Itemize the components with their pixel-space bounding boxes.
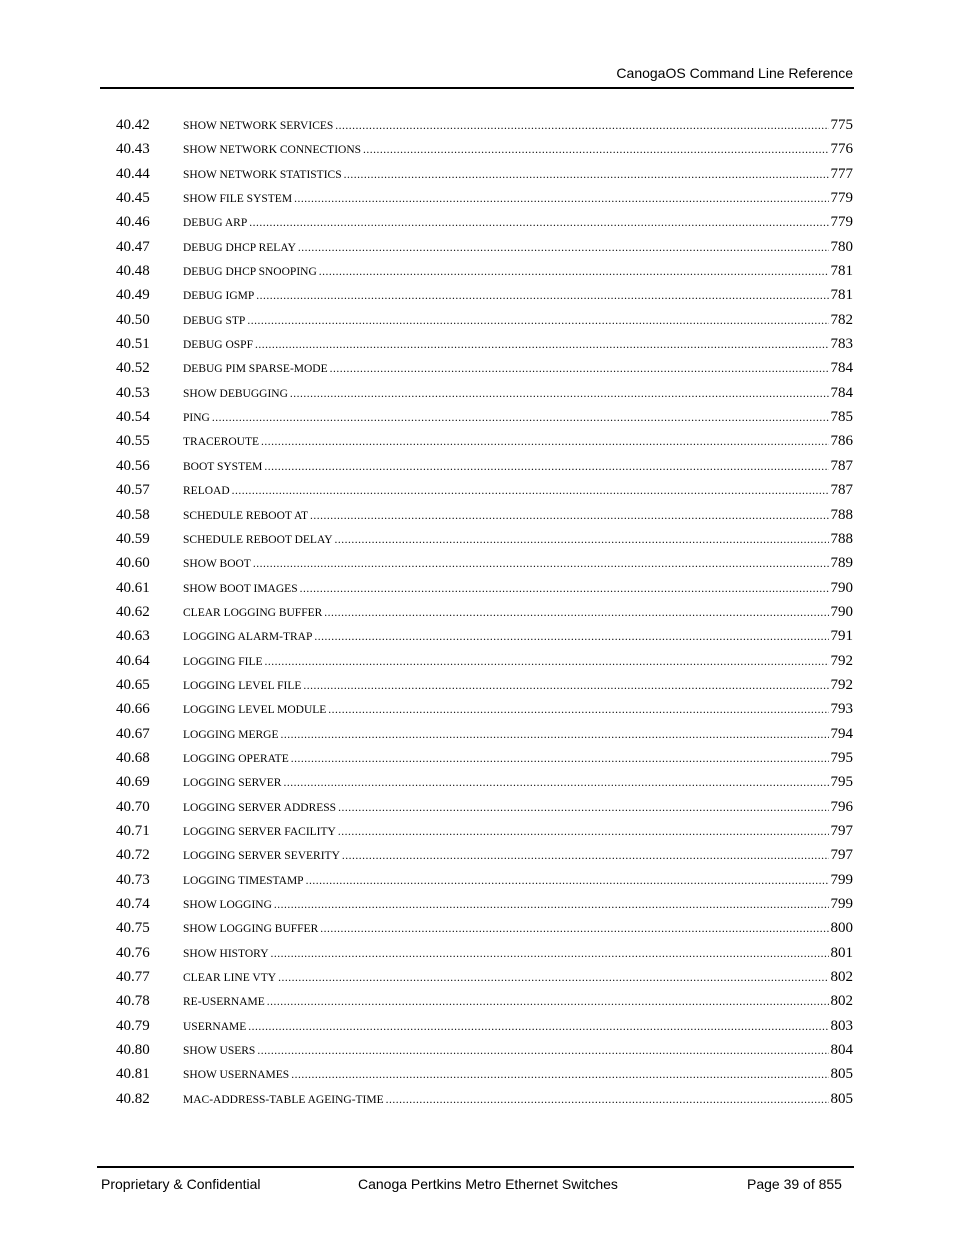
toc-entry-number: 40.63 [116, 628, 150, 645]
toc-entry-number: 40.80 [116, 1042, 150, 1059]
toc-entry-title: BOOT SYSTEM [183, 460, 263, 473]
toc-entry[interactable] [116, 1042, 853, 1066]
toc-entry-number: 40.70 [116, 798, 150, 815]
dot-leader [291, 753, 829, 765]
toc-entry-title: LOGGING MERGE [183, 728, 279, 741]
dot-leader [300, 583, 829, 595]
toc-entry[interactable] [116, 409, 853, 433]
toc-entry-title: LOGGING SERVER [183, 777, 282, 790]
dot-leader [330, 363, 829, 375]
toc-entry-number: 40.77 [116, 969, 150, 986]
toc-entry-title: MAC-ADDRESS-TABLE AGEING-TIME [183, 1093, 384, 1106]
toc-entry-number: 40.76 [116, 944, 150, 961]
toc-entry-title: SHOW NETWORK SERVICES [183, 120, 334, 132]
toc-entry-title: SHOW DEBUGGING [183, 387, 288, 400]
dot-leader [294, 193, 828, 205]
toc-entry-page: 781 [830, 287, 853, 304]
toc-entry[interactable] [116, 945, 853, 969]
toc-entry[interactable] [116, 360, 853, 384]
toc-entry[interactable] [116, 872, 853, 896]
toc-entry-number: 40.49 [116, 287, 150, 304]
toc-entry-page: 777 [830, 165, 853, 182]
footer-confidentiality: Proprietary & Confidential [101, 1176, 261, 1192]
toc-entry-page: 800 [830, 920, 853, 937]
dot-leader [298, 242, 829, 254]
header-divider [100, 87, 854, 89]
toc-entry-number: 40.51 [116, 336, 150, 353]
toc-entry-number: 40.82 [116, 1090, 150, 1107]
dot-leader [256, 290, 828, 302]
dot-leader [267, 996, 829, 1008]
dot-leader [291, 1069, 828, 1081]
toc-entry-page: 787 [830, 482, 853, 499]
dot-leader [247, 315, 828, 327]
toc-entry-title: DEBUG ARP [183, 217, 248, 230]
toc-entry[interactable] [116, 433, 853, 457]
toc-entry[interactable] [116, 823, 853, 847]
toc-entry-page: 799 [830, 896, 853, 912]
toc-entry[interactable] [116, 726, 853, 750]
dot-leader [290, 388, 829, 400]
toc-entry[interactable] [116, 1066, 853, 1090]
toc-entry-title: DEBUG DHCP SNOOPING [183, 266, 317, 279]
toc-entry-title: SHOW LOGGING BUFFER [183, 923, 319, 936]
toc-entry-page: 789 [830, 555, 853, 572]
dot-leader [310, 510, 828, 522]
toc-entry-number: 40.64 [116, 652, 150, 669]
toc-entry-number: 40.48 [116, 263, 150, 280]
toc-entry[interactable] [116, 993, 853, 1017]
toc-entry[interactable] [116, 287, 853, 311]
toc-entry-title: DEBUG IGMP [183, 290, 255, 303]
dot-leader [328, 704, 828, 716]
toc-entry[interactable] [116, 555, 853, 579]
toc-entry-page: 790 [830, 603, 853, 620]
toc-entry-page: 791 [830, 628, 853, 645]
toc-entry[interactable] [116, 701, 853, 725]
toc-entry-page: 797 [830, 847, 853, 864]
toc-entry-page: 805 [830, 1066, 853, 1083]
toc-entry[interactable] [116, 141, 853, 165]
toc-entry[interactable] [116, 117, 853, 141]
toc-entry-number: 40.55 [116, 433, 150, 450]
table-of-contents [116, 117, 853, 1115]
toc-entry-page: 805 [830, 1090, 853, 1107]
toc-entry[interactable] [116, 458, 853, 482]
toc-entry-number: 40.74 [116, 896, 150, 912]
toc-entry-page: 781 [830, 263, 853, 280]
toc-entry-number: 40.56 [116, 457, 150, 474]
toc-entry-title: RE-USERNAME [183, 996, 265, 1009]
toc-entry-title: USERNAME [183, 1020, 247, 1033]
dot-leader [255, 339, 829, 351]
toc-entry-page: 788 [830, 506, 853, 523]
toc-entry-number: 40.43 [116, 141, 150, 158]
dot-leader [314, 631, 828, 643]
toc-entry-number: 40.61 [116, 579, 150, 596]
dot-leader [261, 436, 828, 448]
toc-entry-number: 40.79 [116, 1017, 150, 1034]
dot-leader [338, 802, 828, 814]
toc-entry-page: 776 [830, 141, 853, 158]
dot-leader [271, 948, 829, 960]
toc-entry-title: PING [183, 412, 210, 425]
toc-entry-page: 795 [830, 774, 853, 791]
dot-leader [249, 217, 828, 229]
toc-entry-title: RELOAD [183, 485, 230, 498]
dot-leader [283, 777, 828, 789]
toc-entry-number: 40.59 [116, 530, 150, 547]
toc-entry-page: 797 [830, 822, 853, 839]
toc-entry-title: LOGGING LEVEL MODULE [183, 704, 327, 717]
toc-entry-title: DEBUG OSPF [183, 339, 253, 352]
toc-entry[interactable] [116, 1091, 853, 1115]
dot-leader [335, 534, 829, 546]
dot-leader [344, 169, 829, 181]
toc-entry[interactable] [116, 580, 853, 604]
toc-entry-page: 794 [830, 725, 853, 742]
toc-entry-number: 40.75 [116, 920, 150, 937]
toc-entry-page: 802 [830, 969, 853, 986]
toc-entry-number: 40.67 [116, 725, 150, 742]
toc-entry-number: 40.44 [116, 165, 150, 182]
toc-entry-title: LOGGING OPERATE [183, 752, 289, 765]
toc-entry[interactable] [116, 385, 853, 409]
dot-leader [253, 558, 829, 570]
toc-entry-title: DEBUG STP [183, 314, 246, 327]
toc-entry-title: SCHEDULE REBOOT DELAY [183, 533, 333, 546]
toc-entry-page: 796 [830, 798, 853, 815]
toc-entry[interactable] [116, 628, 853, 652]
toc-entry-page: 792 [830, 676, 853, 693]
dot-leader [281, 729, 829, 741]
toc-entry[interactable] [116, 336, 853, 360]
dot-leader [363, 144, 828, 156]
dot-leader [212, 412, 829, 424]
toc-entry-title: LOGGING FILE [183, 655, 263, 668]
toc-entry-title: CLEAR LINE VTY [183, 972, 277, 985]
toc-entry-number: 40.73 [116, 871, 150, 888]
dot-leader [386, 1094, 829, 1106]
toc-entry[interactable] [116, 190, 853, 214]
toc-entry-title: SHOW BOOT IMAGES [183, 582, 298, 595]
toc-entry-page: 795 [830, 749, 853, 766]
toc-entry-title: SHOW NETWORK STATISTICS [183, 168, 342, 181]
toc-entry-title: CLEAR LOGGING BUFFER [183, 606, 323, 619]
toc-entry[interactable] [116, 214, 853, 238]
toc-entry-page: 782 [830, 311, 853, 328]
dot-leader [335, 120, 828, 132]
dot-leader [265, 656, 829, 668]
toc-entry-number: 40.50 [116, 311, 150, 328]
toc-entry-number: 40.54 [116, 409, 150, 426]
toc-entry-number: 40.71 [116, 822, 150, 839]
toc-entry-number: 40.52 [116, 360, 150, 377]
toc-entry-number: 40.69 [116, 774, 150, 791]
toc-entry[interactable] [116, 920, 853, 944]
toc-entry-page: 793 [830, 701, 853, 718]
toc-entry-number: 40.78 [116, 993, 150, 1010]
dot-leader [324, 607, 828, 619]
toc-entry-page: 786 [830, 433, 853, 450]
footer-product: Canoga Pertkins Metro Ethernet Switches [358, 1176, 618, 1192]
toc-entry[interactable] [116, 847, 853, 871]
toc-entry[interactable] [116, 677, 853, 701]
dot-leader [264, 461, 828, 473]
toc-entry-title: SHOW NETWORK CONNECTIONS [183, 144, 362, 157]
toc-entry-page: 787 [830, 457, 853, 474]
toc-entry-page: 802 [830, 993, 853, 1010]
toc-entry[interactable] [116, 239, 853, 263]
dot-leader [320, 923, 828, 935]
toc-entry-title: SHOW USERNAMES [183, 1069, 290, 1082]
dot-leader [232, 485, 829, 497]
footer-page-number: Page 39 of 855 [747, 1176, 842, 1192]
dot-leader [306, 875, 829, 887]
toc-entry[interactable] [116, 507, 853, 531]
toc-entry-title: LOGGING LEVEL FILE [183, 679, 302, 692]
toc-entry-title: SHOW FILE SYSTEM [183, 193, 293, 206]
toc-entry-title: TRACEROUTE [183, 436, 260, 449]
toc-entry-title: DEBUG DHCP RELAY [183, 241, 296, 254]
toc-entry-number: 40.58 [116, 506, 150, 523]
toc-entry[interactable] [116, 799, 853, 823]
toc-entry-number: 40.57 [116, 482, 150, 499]
toc-entry-page: 804 [830, 1042, 853, 1059]
dot-leader [319, 266, 829, 278]
toc-entry[interactable] [116, 604, 853, 628]
toc-entry-number: 40.53 [116, 384, 150, 401]
toc-entry-page: 784 [830, 384, 853, 401]
dot-leader [274, 899, 829, 911]
toc-entry-number: 40.60 [116, 555, 150, 572]
toc-entry-number: 40.68 [116, 749, 150, 766]
toc-entry-number: 40.45 [116, 190, 150, 207]
toc-entry-title: LOGGING ALARM-TRAP [183, 631, 313, 644]
page-header-title: CanogaOS Command Line Reference [616, 65, 853, 81]
toc-entry-number: 40.42 [116, 117, 150, 133]
toc-entry-title: SHOW LOGGING [183, 899, 272, 911]
toc-entry-page: 803 [830, 1017, 853, 1034]
toc-entry-page: 780 [830, 238, 853, 255]
toc-entry-page: 790 [830, 579, 853, 596]
dot-leader [248, 1021, 828, 1033]
toc-entry-title: LOGGING SERVER ADDRESS [183, 801, 337, 814]
toc-entry[interactable] [116, 482, 853, 506]
toc-entry-title: LOGGING TIMESTAMP [183, 874, 304, 887]
toc-entry-page: 788 [830, 530, 853, 547]
toc-entry-title: SHOW USERS [183, 1045, 256, 1058]
toc-entry-number: 40.46 [116, 214, 150, 231]
toc-entry[interactable] [116, 531, 853, 555]
toc-entry[interactable] [116, 312, 853, 336]
toc-entry-number: 40.81 [116, 1066, 150, 1083]
toc-entry[interactable] [116, 774, 853, 798]
toc-entry-page: 799 [830, 871, 853, 888]
toc-entry-title: SHOW HISTORY [183, 947, 269, 960]
toc-entry[interactable] [116, 263, 853, 287]
toc-entry-title: LOGGING SERVER SEVERITY [183, 850, 340, 863]
toc-entry-number: 40.65 [116, 676, 150, 693]
toc-entry[interactable] [116, 969, 853, 993]
toc-entry[interactable] [116, 896, 853, 920]
dot-leader [342, 850, 829, 862]
toc-entry-page: 792 [830, 652, 853, 669]
dot-leader [303, 680, 828, 692]
toc-entry[interactable] [116, 1018, 853, 1042]
toc-entry[interactable] [116, 166, 853, 190]
dot-leader [257, 1045, 828, 1057]
toc-entry-number: 40.72 [116, 847, 150, 864]
toc-entry-page: 801 [830, 944, 853, 961]
toc-entry-page: 779 [830, 214, 853, 231]
toc-entry-number: 40.66 [116, 701, 150, 718]
dot-leader [338, 826, 829, 838]
toc-entry-title: SCHEDULE REBOOT AT [183, 509, 309, 522]
toc-entry-page: 785 [830, 409, 853, 426]
toc-entry-page: 784 [830, 360, 853, 377]
toc-entry-page: 775 [830, 117, 853, 133]
toc-entry[interactable] [116, 653, 853, 677]
toc-entry-title: SHOW BOOT [183, 558, 251, 571]
toc-entry-page: 783 [830, 336, 853, 353]
toc-entry-number: 40.62 [116, 603, 150, 620]
toc-entry-title: DEBUG PIM SPARSE-MODE [183, 363, 328, 376]
dot-leader [278, 972, 828, 984]
toc-entry[interactable] [116, 750, 853, 774]
toc-entry-page: 779 [830, 190, 853, 207]
toc-entry-number: 40.47 [116, 238, 150, 255]
toc-entry-title: LOGGING SERVER FACILITY [183, 825, 336, 838]
footer-divider [97, 1166, 854, 1168]
